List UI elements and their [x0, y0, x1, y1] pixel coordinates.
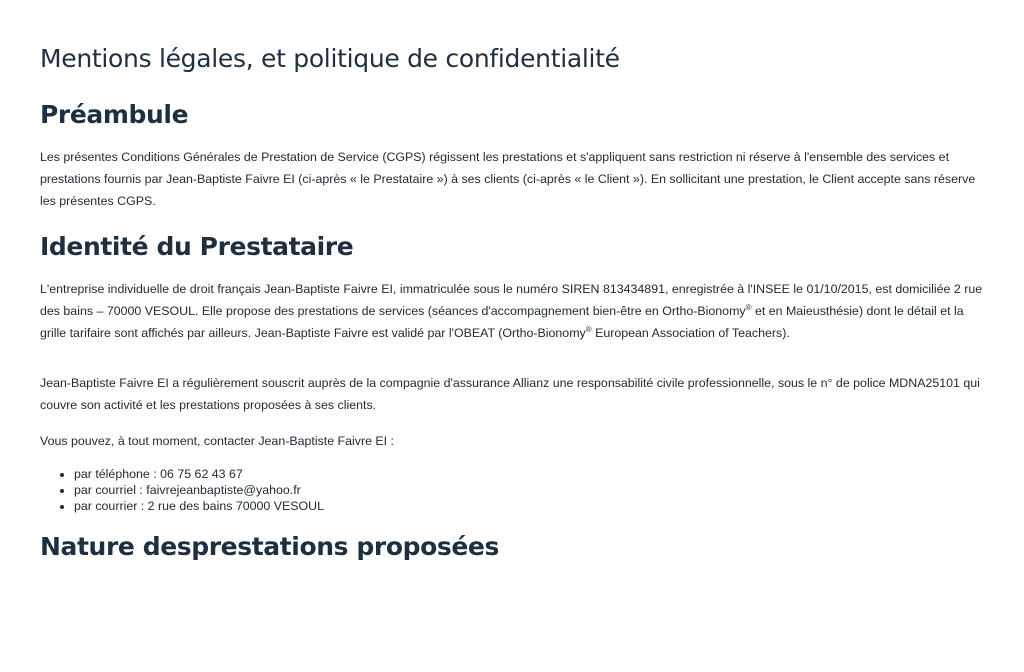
contact-intro: Vous pouvez, à tout moment, contacter Jean-Baptiste Faivre EI :: [40, 434, 395, 448]
preambule-paragraph: Les présentes Conditions Générales de Prestation de Service (CGPS) régissent les prestations et s'appliquent sans restriction ni réserve à l'ensemble des services et prestations fournis par Jean-Baptiste Faivre EI (ci-après « le Prestataire ») à ses clients (ci-après « le Client »). En sollicitant une prestation, le Client accepte sans réserve les présentes CGPS.: [40, 150, 976, 208]
contact-email: • par courriel : faivrejeanbaptiste@yahoo.fr: [74, 482, 984, 498]
preambule-heading: Préambule: [40, 100, 189, 129]
registered-mark: ®: [585, 324, 592, 334]
contact-list: [40, 466, 984, 514]
page-title: Mentions légales, et politique de confidentialité: [40, 44, 620, 73]
spacer: [40, 344, 984, 372]
insurance-paragraph: Jean-Baptiste Faivre EI a régulièrement souscrit auprès de la compagnie d'assurance Allianz une responsabilité civile professionnelle, sous le n° de police MDNA25101 qui couvre son activité et les prestations proposées à ses clients.: [40, 376, 980, 412]
identite-paragraph: [40, 278, 984, 344]
identite-text-3: European Association of Teachers).: [591, 326, 790, 340]
nature-heading: Nature desprestations proposées: [40, 532, 499, 561]
identite-heading: Identité du Prestataire: [40, 232, 354, 261]
contact-mail: • par courrier : 2 rue des bains 70000 VESOUL: [74, 498, 984, 514]
identite-text-1: L'entreprise individuelle de droit français Jean-Baptiste Faivre EI, immatriculée sous le numéro SIREN 813434891, enregistrée à l'INSEE le 01/10/2015, est domiciliée 2 rue des bains – 70000 VESOUL. Elle propose des prestations de services (séances d'accompagnement bien-être en Ortho-Bionomy: [40, 282, 983, 318]
contact-phone: • par téléphone : 06 75 62 43 67: [74, 466, 984, 482]
registered-mark: ®: [745, 302, 752, 312]
identite-text-2: et en Maieusthésie) dont le détail et la grille tarifaire sont affichés par ailleurs. Jean-Baptiste Faivre est validé par l'OBEAT (Ortho-Bionomy: [40, 304, 964, 340]
